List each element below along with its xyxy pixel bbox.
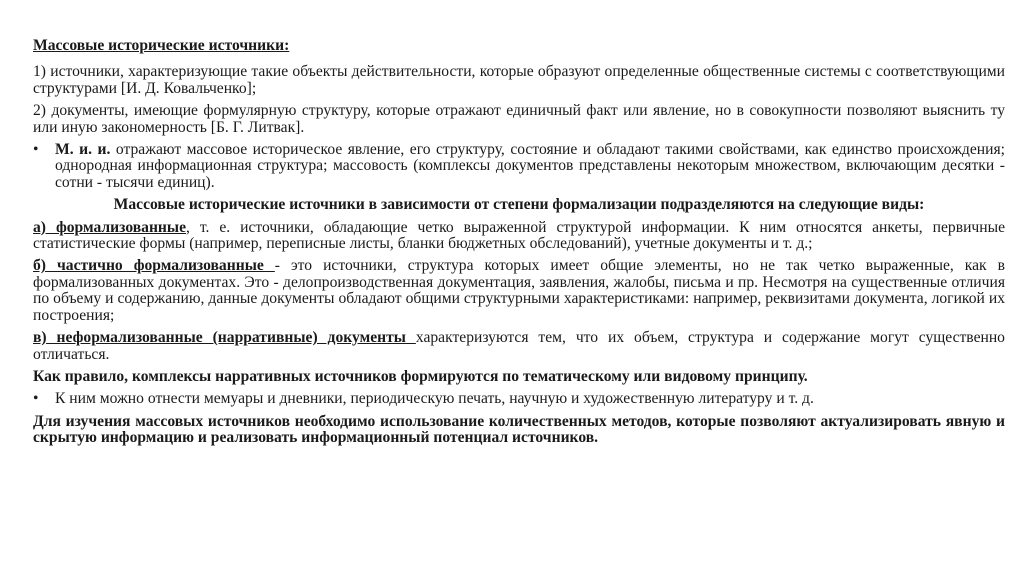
type-partially-formalized	[33, 258, 1005, 324]
section-heading: Массовые исторические источники в зависимости от степени формализации подразделяются на следующие виды:	[113, 196, 925, 214]
type-label: в) неформализованные (нарративные) документы	[33, 329, 416, 347]
abbreviation: М. и. и.	[55, 141, 111, 159]
rule-statement: Как правило, комплексы нарративных источников формируются по тематическому или видовому принципу.	[33, 367, 808, 385]
slide-title: Массовые исторические источники:	[33, 37, 290, 54]
type-label: б) частично формализованные	[33, 257, 275, 275]
type-text: , т. е. источники, обладающие четко выраженной структурой информации. К ним относятся анкеты, первичные статистические формы (например, переписные листы, бланки бюджетных обследований), учетные документы и т. д.;	[33, 218, 1006, 253]
bullet-text: К ним можно отнести мемуары и дневники, периодическую печать, научную и художественную литературу и т. д.	[55, 390, 814, 408]
bullet-text: отражают массовое историческое явление, его структуру, состояние и обладают такими свойствами, как единство происхождения; однородная информационная структура; массовость (комплексы документов представлены некоторым множеством, включающим десятки - сотни - тысячи единиц).	[55, 141, 1005, 191]
type-text: - это источники, структура которых имеет общие элементы, но не так четко выраженные, как в формализованных документах. Это - делопроизводственная документация, заявления, жалобы, письма и пр. Несмотря на существенные отличия по объему и содержанию, данные документы обладают общими структурными характеристиками: например, реквизитами документа, логикой их построения;	[33, 257, 1005, 324]
definition-2: 2) документы, имеющие формулярную структуру, которые отражают единичный факт или явление, но в совокупности позволяют выяснить ту или иную закономерность [Б. Г. Литвак].	[33, 102, 1005, 136]
definition-1: 1) источники, характеризующие такие объекты действительности, которые образуют определенные общественные системы с соответствующими структурами [И. Д. Ковальченко];	[33, 63, 1005, 97]
conclusion: Для изучения массовых источников необходимо использование количественных методов, которые позволяют актуализировать явную и скрытую информацию и реализовать информационный потенциал источников.	[33, 412, 1005, 447]
bullet-icon: •	[33, 390, 39, 408]
bullet-examples	[33, 391, 1005, 407]
slide-content	[33, 38, 1005, 453]
type-label: а) формализованные	[33, 218, 187, 236]
bullet-icon: •	[33, 141, 39, 159]
type-text: характеризуются тем, что их объем, структура и содержание могут существенно отличаться.	[33, 329, 1005, 363]
bullet-mass-sources	[33, 142, 1005, 191]
type-formalized	[33, 220, 1005, 253]
type-nonformalized	[33, 330, 1005, 363]
